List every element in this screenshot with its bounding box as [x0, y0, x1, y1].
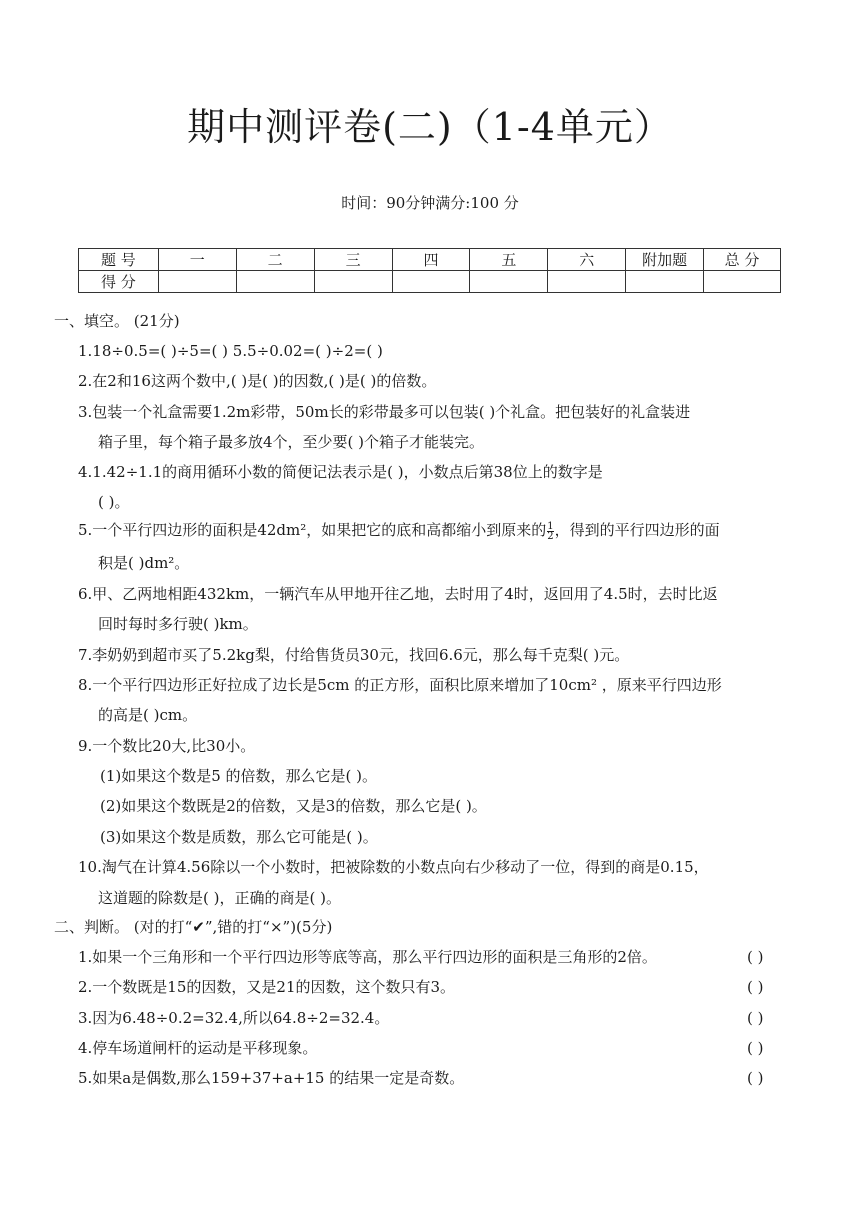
score-table-header-row [79, 249, 781, 271]
question-9-part-2: (2)如果这个数既是2的倍数，又是3的倍数，那么它是( )。 [100, 797, 487, 815]
fraction-one-half [547, 522, 553, 541]
question-2: 2.在2和16这两个数中,( )是( )的因数,( )是( )的倍数。 [78, 372, 437, 390]
score-cell[interactable] [548, 271, 626, 293]
score-header-cell: 二 [236, 249, 314, 271]
question-6-line-1: 6.甲、乙两地相距432km，一辆汽车从甲地开往乙地，去时用了4时，返回用了4.5时，去时比返 [78, 585, 718, 603]
score-cell[interactable] [704, 271, 781, 293]
question-1: 1.18÷0.5=( )÷5=( ) 5.5÷0.02=( )÷2=( ) [78, 342, 383, 360]
question-5-text-post: ，得到的平行四边形的面 [554, 521, 720, 539]
score-header-cell: 六 [548, 249, 626, 271]
question-7: 7.李奶奶到超市买了5.2kg梨，付给售货员30元，找回6.6元，那么每千克梨( )元。 [78, 646, 630, 664]
score-header-cell: 一 [158, 249, 236, 271]
fraction-denominator: 2 [547, 530, 554, 542]
question-5-text-pre: 5.一个平行四边形的面积是42dm²，如果把它的底和高都缩小到原来的 [78, 521, 547, 539]
question-9: 9.一个数比20大,比30小。 [78, 737, 256, 755]
judgement-item: 3.因为6.48÷0.2=32.4,所以64.8÷2=32.4。 [78, 1009, 390, 1027]
score-table [78, 248, 781, 293]
score-cell[interactable] [392, 271, 470, 293]
score-cell[interactable] [158, 271, 236, 293]
answer-blank[interactable]: ( ) [747, 978, 764, 996]
answer-blank[interactable]: ( ) [747, 948, 764, 966]
judgement-item: 2.一个数既是15的因数，又是21的因数，这个数只有3。 [78, 978, 456, 996]
fraction-numerator: 1 [547, 520, 554, 532]
question-5-line-1 [78, 520, 720, 541]
score-cell[interactable] [314, 271, 392, 293]
score-header-cell: 总 分 [704, 249, 781, 271]
judgement-item: 4.停车场道闸杆的运动是平移现象。 [78, 1039, 318, 1057]
score-cell[interactable] [236, 271, 314, 293]
answer-blank[interactable]: ( ) [747, 1039, 764, 1057]
score-cell[interactable] [470, 271, 548, 293]
question-6-line-2: 回时每时多行驶( )km。 [98, 615, 258, 633]
question-3-line-2: 箱子里，每个箱子最多放4个，至少要( )个箱子才能装完。 [98, 433, 485, 451]
score-table-score-row [79, 271, 781, 293]
answer-blank[interactable]: ( ) [747, 1069, 764, 1087]
question-9-part-1: (1)如果这个数是5 的倍数，那么它是( )。 [100, 767, 378, 785]
question-10-line-1: 10.淘气在计算4.56除以一个小数时，把被除数的小数点向右少移动了一位，得到的商是0.15， [78, 858, 709, 876]
score-header-cell: 三 [314, 249, 392, 271]
score-header-cell: 题 号 [79, 249, 159, 271]
score-cell[interactable] [626, 271, 704, 293]
answer-blank[interactable]: ( ) [747, 1009, 764, 1027]
question-8-line-2: 的高是( )cm。 [98, 706, 198, 724]
question-4-line-1: 4.1.42÷1.1的商用循环小数的简便记法表示是( )，小数点后第38位上的数字是 [78, 463, 603, 481]
section-heading-true-false: 二、判断。 (对的打“✔”,错的打“×”)(5分) [54, 918, 333, 936]
score-header-cell: 五 [470, 249, 548, 271]
page-title: 期中测评卷(二)（1-4单元） [187, 105, 673, 149]
score-header-cell: 附加题 [626, 249, 704, 271]
score-row-label: 得 分 [79, 271, 159, 293]
question-3-line-1: 3.包装一个礼盒需要1.2m彩带，50m长的彩带最多可以包装( )个礼盒。把包装好的礼盒装进 [78, 403, 691, 421]
section-heading-fill-in: 一、填空。 (21分) [54, 312, 180, 330]
score-header-cell: 四 [392, 249, 470, 271]
question-9-part-3: (3)如果这个数是质数，那么它可能是( )。 [100, 828, 378, 846]
question-5-line-2: 积是( )dm²。 [98, 554, 190, 572]
judgement-item: 1.如果一个三角形和一个平行四边形等底等高，那么平行四边形的面积是三角形的2倍。 [78, 948, 657, 966]
exam-time-info: 时间：90分钟满分:100 分 [341, 194, 519, 212]
judgement-item: 5.如果a是偶数,那么159+37+a+15 的结果一定是奇数。 [78, 1069, 465, 1087]
question-8-line-1: 8.一个平行四边形正好拉成了边长是5cm 的正方形，面积比原来增加了10cm² ，原来平行四边形 [78, 676, 722, 694]
question-10-line-2: 这道题的除数是( )，正确的商是( )。 [98, 889, 341, 907]
question-4-line-2: ( )。 [98, 493, 130, 511]
